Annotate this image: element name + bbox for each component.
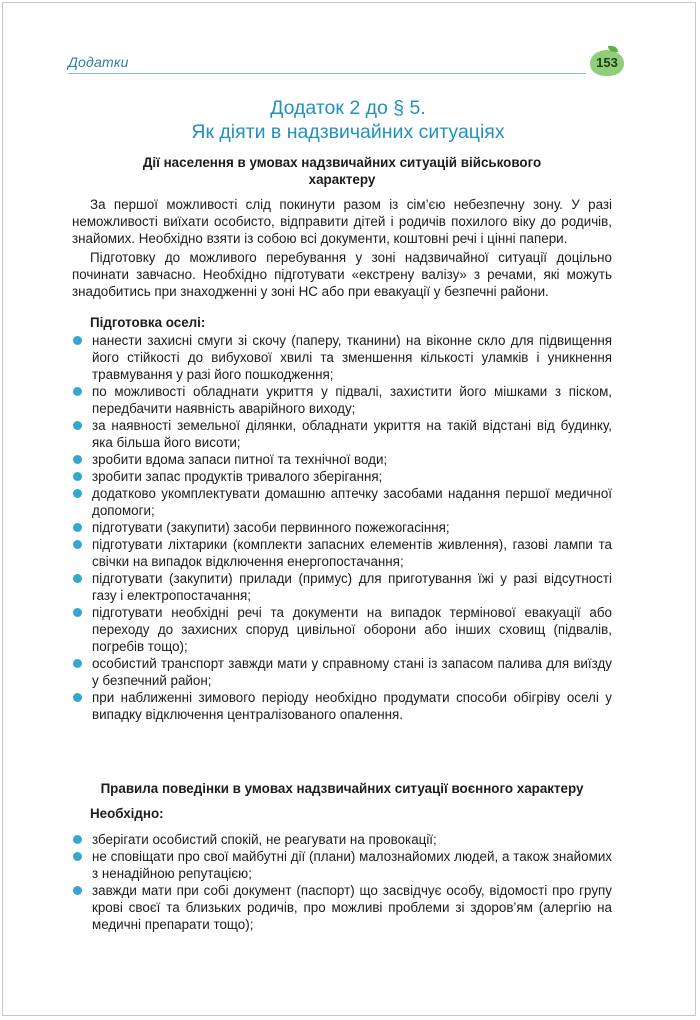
section-label: Додатки bbox=[68, 54, 129, 70]
list-item: не сповіщати про свої майбутні дії (плани) малознайомих людей, а також знайомих з ненадійною репутацією; bbox=[72, 848, 612, 882]
list-item: підготувати (закупити) засоби первинного пожежогасіння; bbox=[72, 519, 612, 536]
page-number: 153 bbox=[596, 55, 618, 70]
subheading: Необхідно: bbox=[90, 806, 164, 821]
list-item: підготувати (закупити) прилади (примус) для приготування їжі у разі відсутності газу і електропостачання; bbox=[72, 570, 612, 604]
bullet-icon bbox=[73, 387, 82, 396]
section-behavior-rules bbox=[72, 780, 612, 933]
bullet-icon bbox=[73, 886, 82, 895]
paragraph: За першої можливості слід покинути разом із сім’єю небезпечну зону. У разі неможливості виїхати особисто, відправити дітей і родичів похилого віку до родичів, знайомих. Необхідно взяти із собою всі документи, коштовні речі і цінні папери. bbox=[72, 197, 612, 246]
list-item: підготувати ліхтарики (комплекти запасних елементів живлення), газові лампи та свічки на випадок відключення енергопостачання; bbox=[72, 536, 612, 570]
title-line-1: Додаток 2 до § 5. bbox=[270, 97, 426, 119]
list-item: зробити запас продуктів тривалого зберігання; bbox=[72, 468, 612, 485]
bullet-icon bbox=[73, 693, 82, 702]
list-item: підготувати необхідні речі та документи на випадок термінової евакуації або переходу до захисних споруд цивільної оборони або інших сховищ (підвалів, погребів тощо); bbox=[72, 604, 612, 655]
bullet-icon bbox=[73, 336, 82, 345]
section-heading: Правила поведінки в умовах надзвичайних ситуації воєнного характеру bbox=[100, 781, 584, 796]
bullet-icon bbox=[73, 835, 82, 844]
list-item: зберігати особистий спокій, не реагувати на провокації; bbox=[72, 831, 612, 848]
bullet-icon bbox=[73, 523, 82, 532]
paragraph: Підготовку до можливого перебування у зоні надзвичайної ситуації доцільно починати завчасно. Необхідно підготувати «екстрену валізу» з речами, які можуть знадобитись при знаходженні у зоні НС або при евакуації у безпечні райони. bbox=[72, 250, 612, 299]
section-heading-line-1: Дії населення в умовах надзвичайних ситуацій військового bbox=[142, 155, 542, 170]
bullet-icon bbox=[73, 455, 82, 464]
section-heading-line-2: характеру bbox=[308, 172, 376, 187]
bullet-icon bbox=[73, 659, 82, 668]
section-military-actions bbox=[72, 154, 612, 723]
page-title bbox=[68, 96, 628, 144]
list-item: при наближенні зимового періоду необхідно продумати способи обігріву оселі у випадку відключення централізованого опалення. bbox=[72, 689, 612, 723]
bullet-icon bbox=[73, 608, 82, 617]
list-item: зробити вдома запаси питної та технічної води; bbox=[72, 451, 612, 468]
subheading: Підготовка оселі: bbox=[90, 315, 206, 330]
list-item: за наявності земельної ділянки, обладнати укриття на такій відстані від будинку, яка більша його висоти; bbox=[72, 417, 612, 451]
section-heading bbox=[72, 154, 612, 188]
list-item: додатково укомплектувати домашню аптечку засобами надання першої медичної допомоги; bbox=[72, 485, 612, 519]
running-header bbox=[68, 52, 628, 76]
bullet-icon bbox=[73, 421, 82, 430]
title-line-2: Як діяти в надзвичайних ситуаціях bbox=[191, 121, 505, 143]
header-rule bbox=[68, 73, 586, 74]
bullet-list bbox=[72, 831, 612, 933]
list-item: нанести захисні смуги зі скочу (паперу, тканини) на віконне скло для підвищення його стійкості до вибухової хвилі та зменшення кількості уламків і уникнення травмування у разі його пошкодження; bbox=[72, 332, 612, 383]
list-item: завжди мати при собі документ (паспорт) що засвідчує особу, відомості про групу крові своєї та близьких родичів, про можливі проблеми зі здоров’ям (алергію на медичні препарати тощо); bbox=[72, 882, 612, 933]
bullet-icon bbox=[73, 489, 82, 498]
bullet-list bbox=[72, 332, 612, 723]
bullet-icon bbox=[73, 852, 82, 861]
bullet-icon bbox=[73, 472, 82, 481]
list-item: особистий транспорт завжди мати у справному стані із запасом палива для виїзду у безпечний район; bbox=[72, 655, 612, 689]
bullet-icon bbox=[73, 540, 82, 549]
list-item: по можливості обладнати укриття у підвалі, захистити його мішками з піском, передбачити наявність аварійного виходу; bbox=[72, 383, 612, 417]
page-number-badge bbox=[590, 46, 624, 76]
bullet-icon bbox=[73, 574, 82, 583]
